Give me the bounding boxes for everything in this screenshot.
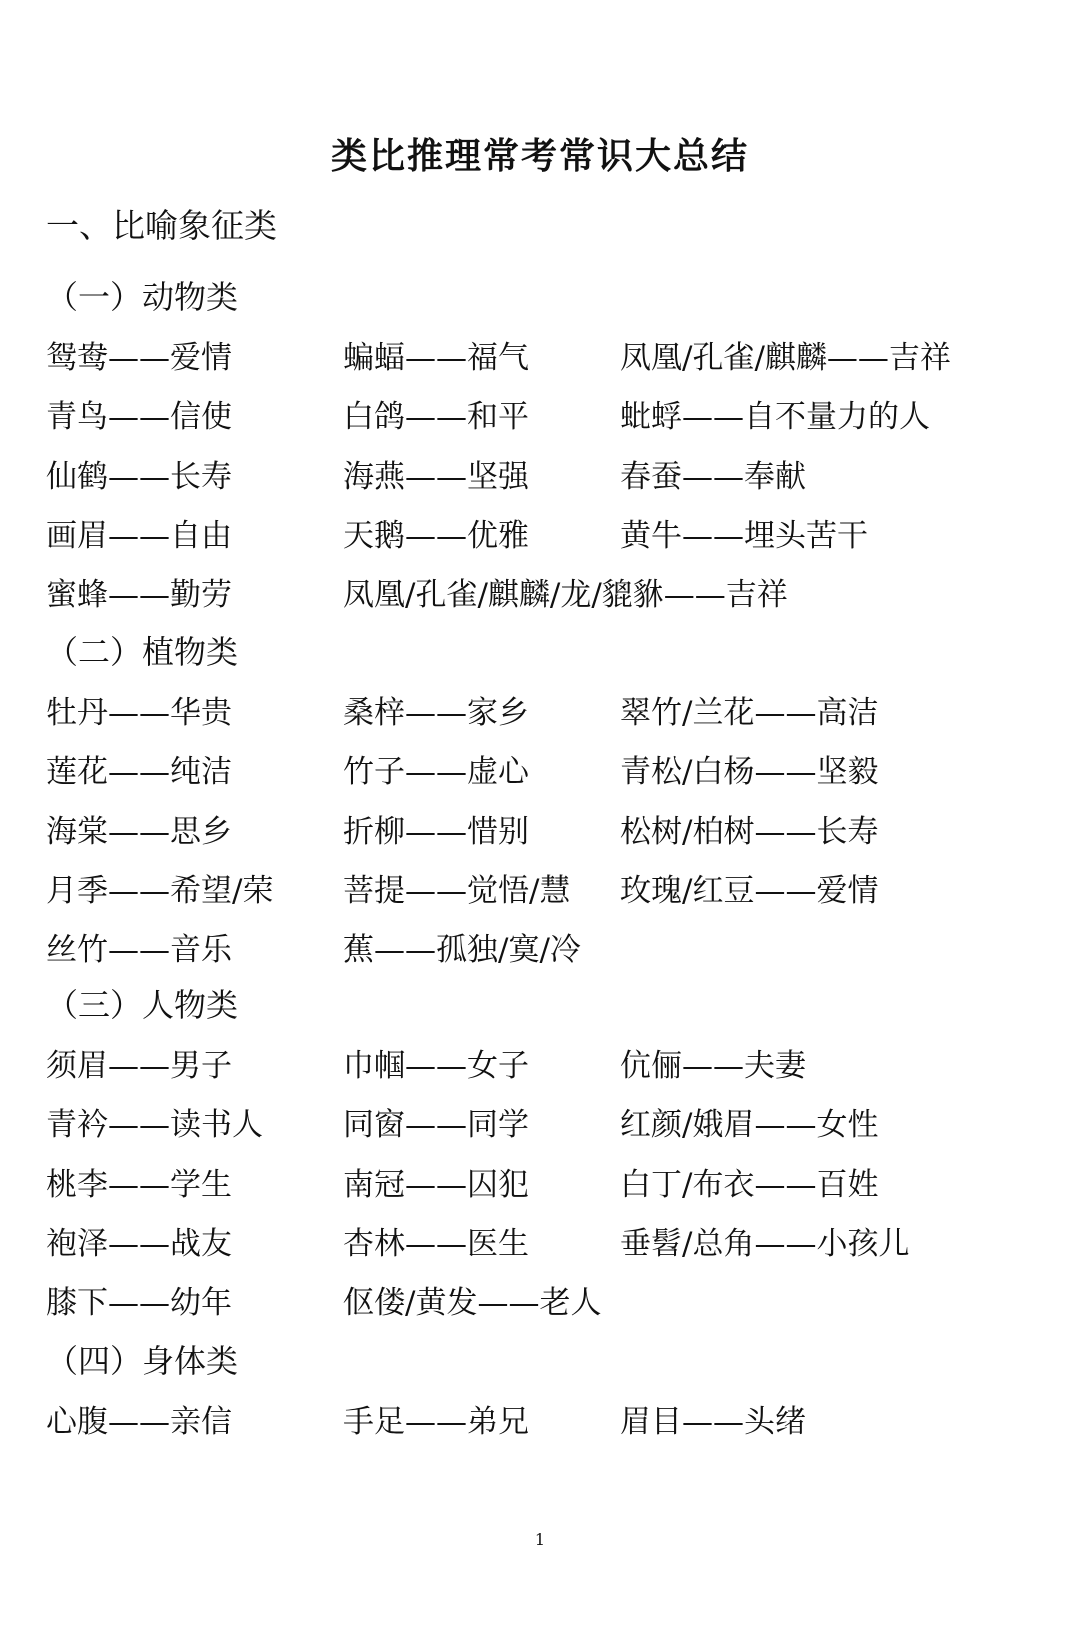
analogy-entry: 竹子——虚心 <box>343 754 529 791</box>
analogy-entry: 牡丹——华贵 <box>46 695 232 731</box>
analogy-entry: 翠竹/兰花——高洁 <box>620 695 879 731</box>
analogy-entry: 巾帼——女子 <box>343 1048 529 1084</box>
analogy-entry: 海棠——思乡 <box>46 813 232 850</box>
analogy-entry: 手足——弟兄 <box>343 1404 529 1440</box>
analogy-entry: 莲花——纯洁 <box>46 754 232 791</box>
analogy-entry: 袍泽——战友 <box>46 1225 232 1262</box>
subsection-title: （二）植物类 <box>46 633 239 671</box>
subsection-title: （三）人物类 <box>46 986 239 1024</box>
analogy-entry: 眉目——头绪 <box>620 1404 806 1440</box>
analogy-entry: 折柳——惜别 <box>343 813 529 850</box>
analogy-entry: 桃李——学生 <box>46 1166 232 1203</box>
analogy-entry: 月季——希望/荣 <box>46 872 274 909</box>
subsection-title: （一）动物类 <box>46 278 239 316</box>
analogy-entry: 松树/柏树——长寿 <box>620 813 879 850</box>
analogy-entry: 南冠——囚犯 <box>343 1166 529 1203</box>
analogy-entry: 桑梓——家乡 <box>343 695 529 731</box>
analogy-entry: 青衿——读书人 <box>46 1107 263 1144</box>
analogy-entry: 丝竹——音乐 <box>46 932 232 969</box>
analogy-entry: 凤凰/孔雀/麒麟/龙/貔貅——吉祥 <box>343 577 788 614</box>
section-heading: 一、比喻象征类 <box>46 206 277 245</box>
analogy-entry: 垂髫/总角——小孩儿 <box>620 1225 910 1262</box>
analogy-entry: 膝下——幼年 <box>46 1285 232 1322</box>
analogy-entry: 伉俪——夫妻 <box>620 1048 806 1084</box>
analogy-entry: 凤凰/孔雀/麒麟——吉祥 <box>620 340 951 376</box>
analogy-entry: 鸳鸯——爱情 <box>46 340 232 376</box>
analogy-entry: 杏林——医生 <box>343 1225 529 1262</box>
analogy-entry: 天鹅——优雅 <box>343 517 529 554</box>
analogy-entry: 海燕——坚强 <box>343 458 529 495</box>
analogy-entry: 蝙蝠——福气 <box>343 340 529 376</box>
analogy-entry: 须眉——男子 <box>46 1048 232 1084</box>
analogy-entry: 画眉——自由 <box>46 517 232 554</box>
analogy-entry: 蜜蜂——勤劳 <box>46 577 232 614</box>
analogy-entry: 心腹——亲信 <box>46 1404 232 1440</box>
analogy-entry: 仙鹤——长寿 <box>46 458 232 495</box>
analogy-entry: 蚍蜉——自不量力的人 <box>620 399 930 436</box>
page-number: 1 <box>534 1530 546 1549</box>
analogy-entry: 同窗——同学 <box>343 1107 529 1144</box>
analogy-entry: 菩提——觉悟/慧 <box>343 872 571 909</box>
analogy-entry: 春蚕——奉献 <box>620 458 806 495</box>
analogy-entry: 青松/白杨——坚毅 <box>620 754 879 791</box>
analogy-entry: 红颜/娥眉——女性 <box>620 1107 879 1144</box>
page-title: 类比推理常考常识大总结 <box>330 136 749 177</box>
analogy-entry: 伛偻/黄发——老人 <box>343 1285 602 1322</box>
analogy-entry: 黄牛——埋头苦干 <box>620 517 868 554</box>
analogy-entry: 玫瑰/红豆——爱情 <box>620 872 879 909</box>
analogy-entry: 白鸽——和平 <box>343 399 529 436</box>
analogy-entry: 蕉——孤独/寞/冷 <box>343 932 581 969</box>
analogy-entry: 白丁/布衣——百姓 <box>620 1166 879 1203</box>
subsection-title: （四）身体类 <box>46 1342 239 1380</box>
analogy-entry: 青鸟——信使 <box>46 399 232 436</box>
